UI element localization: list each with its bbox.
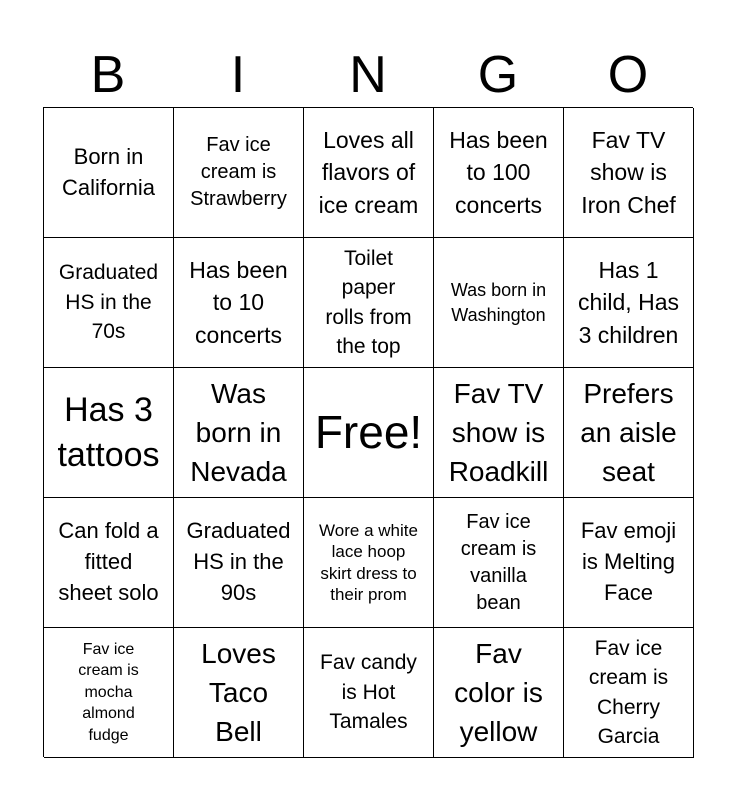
cell-text: Born in California: [62, 143, 155, 200]
cell-text: Graduated HS in the 90s: [186, 518, 291, 605]
bingo-cell[interactable]: [304, 108, 434, 238]
bingo-cell[interactable]: [44, 368, 174, 498]
cell-text: Fav ice cream is vanilla bean: [460, 510, 537, 614]
bingo-cell[interactable]: [174, 238, 304, 368]
cell-text: Has been to 100 concerts: [449, 127, 548, 218]
bingo-cell[interactable]: [174, 498, 304, 628]
cell-text: Fav ice cream is Cherry Garcia: [588, 636, 669, 748]
bingo-cell[interactable]: [304, 628, 434, 758]
cell-text: Prefers an aisle seat: [580, 377, 677, 488]
bingo-cell[interactable]: [564, 238, 694, 368]
bingo-header: [43, 44, 693, 106]
cell-text: Fav TV show is Iron Chef: [581, 127, 676, 218]
cell-text: Was born in Washington: [450, 280, 547, 325]
bingo-cell[interactable]: [434, 108, 564, 238]
bingo-cell[interactable]: [564, 498, 694, 628]
header-letter-o: O: [607, 46, 649, 104]
cell-text: Fav TV show is Roadkill: [448, 377, 549, 488]
bingo-cell[interactable]: [44, 498, 174, 628]
bingo-cell free-space[interactable]: [304, 368, 434, 498]
header-letter-n: N: [349, 46, 387, 104]
bingo-cell[interactable]: [564, 108, 694, 238]
bingo-cell[interactable]: [564, 628, 694, 758]
cell-text: Fav ice cream is mocha almond fudge: [78, 640, 139, 744]
cell-text: Fav candy is Hot Tamales: [320, 651, 417, 734]
bingo-cell[interactable]: [434, 498, 564, 628]
header-letter-i: I: [230, 46, 246, 104]
cell-text: Has 1 child, Has 3 children: [578, 257, 679, 348]
cell-text: Toilet paper rolls from the top: [325, 246, 412, 358]
bingo-cell[interactable]: [304, 238, 434, 368]
cell-text: Was born in Nevada: [190, 377, 287, 488]
cell-text: Graduated HS in the 70s: [58, 261, 159, 344]
bingo-cell[interactable]: [174, 628, 304, 758]
bingo-cell[interactable]: [174, 368, 304, 498]
bingo-cell[interactable]: [44, 108, 174, 238]
bingo-cell[interactable]: [174, 108, 304, 238]
cell-text: Fav emoji is Melting Face: [580, 518, 677, 605]
bingo-cell[interactable]: [564, 368, 694, 498]
bingo-cell[interactable]: [44, 628, 174, 758]
bingo-cell[interactable]: [44, 238, 174, 368]
cell-text: Fav ice cream is Strawberry: [190, 134, 287, 210]
bingo-cell[interactable]: [304, 498, 434, 628]
cell-text: Has 3 tattoos: [57, 391, 160, 474]
cell-text: Fav color is yellow: [454, 637, 543, 748]
bingo-grid: [43, 107, 693, 757]
free-space-text: Free!: [314, 405, 423, 458]
bingo-cell[interactable]: [434, 368, 564, 498]
cell-text: Can fold a fitted sheet solo: [58, 518, 159, 605]
header-letter-b: B: [90, 46, 126, 104]
cell-text: Has been to 10 concerts: [189, 257, 288, 348]
bingo-cell[interactable]: [434, 238, 564, 368]
cell-text: Wore a white lace hoop skirt dress to their prom: [319, 521, 418, 604]
cell-text: Loves all flavors of ice cream: [318, 127, 419, 218]
cell-text: Loves Taco Bell: [201, 637, 276, 748]
header-letter-g: G: [477, 46, 519, 104]
bingo-cell[interactable]: [434, 628, 564, 758]
